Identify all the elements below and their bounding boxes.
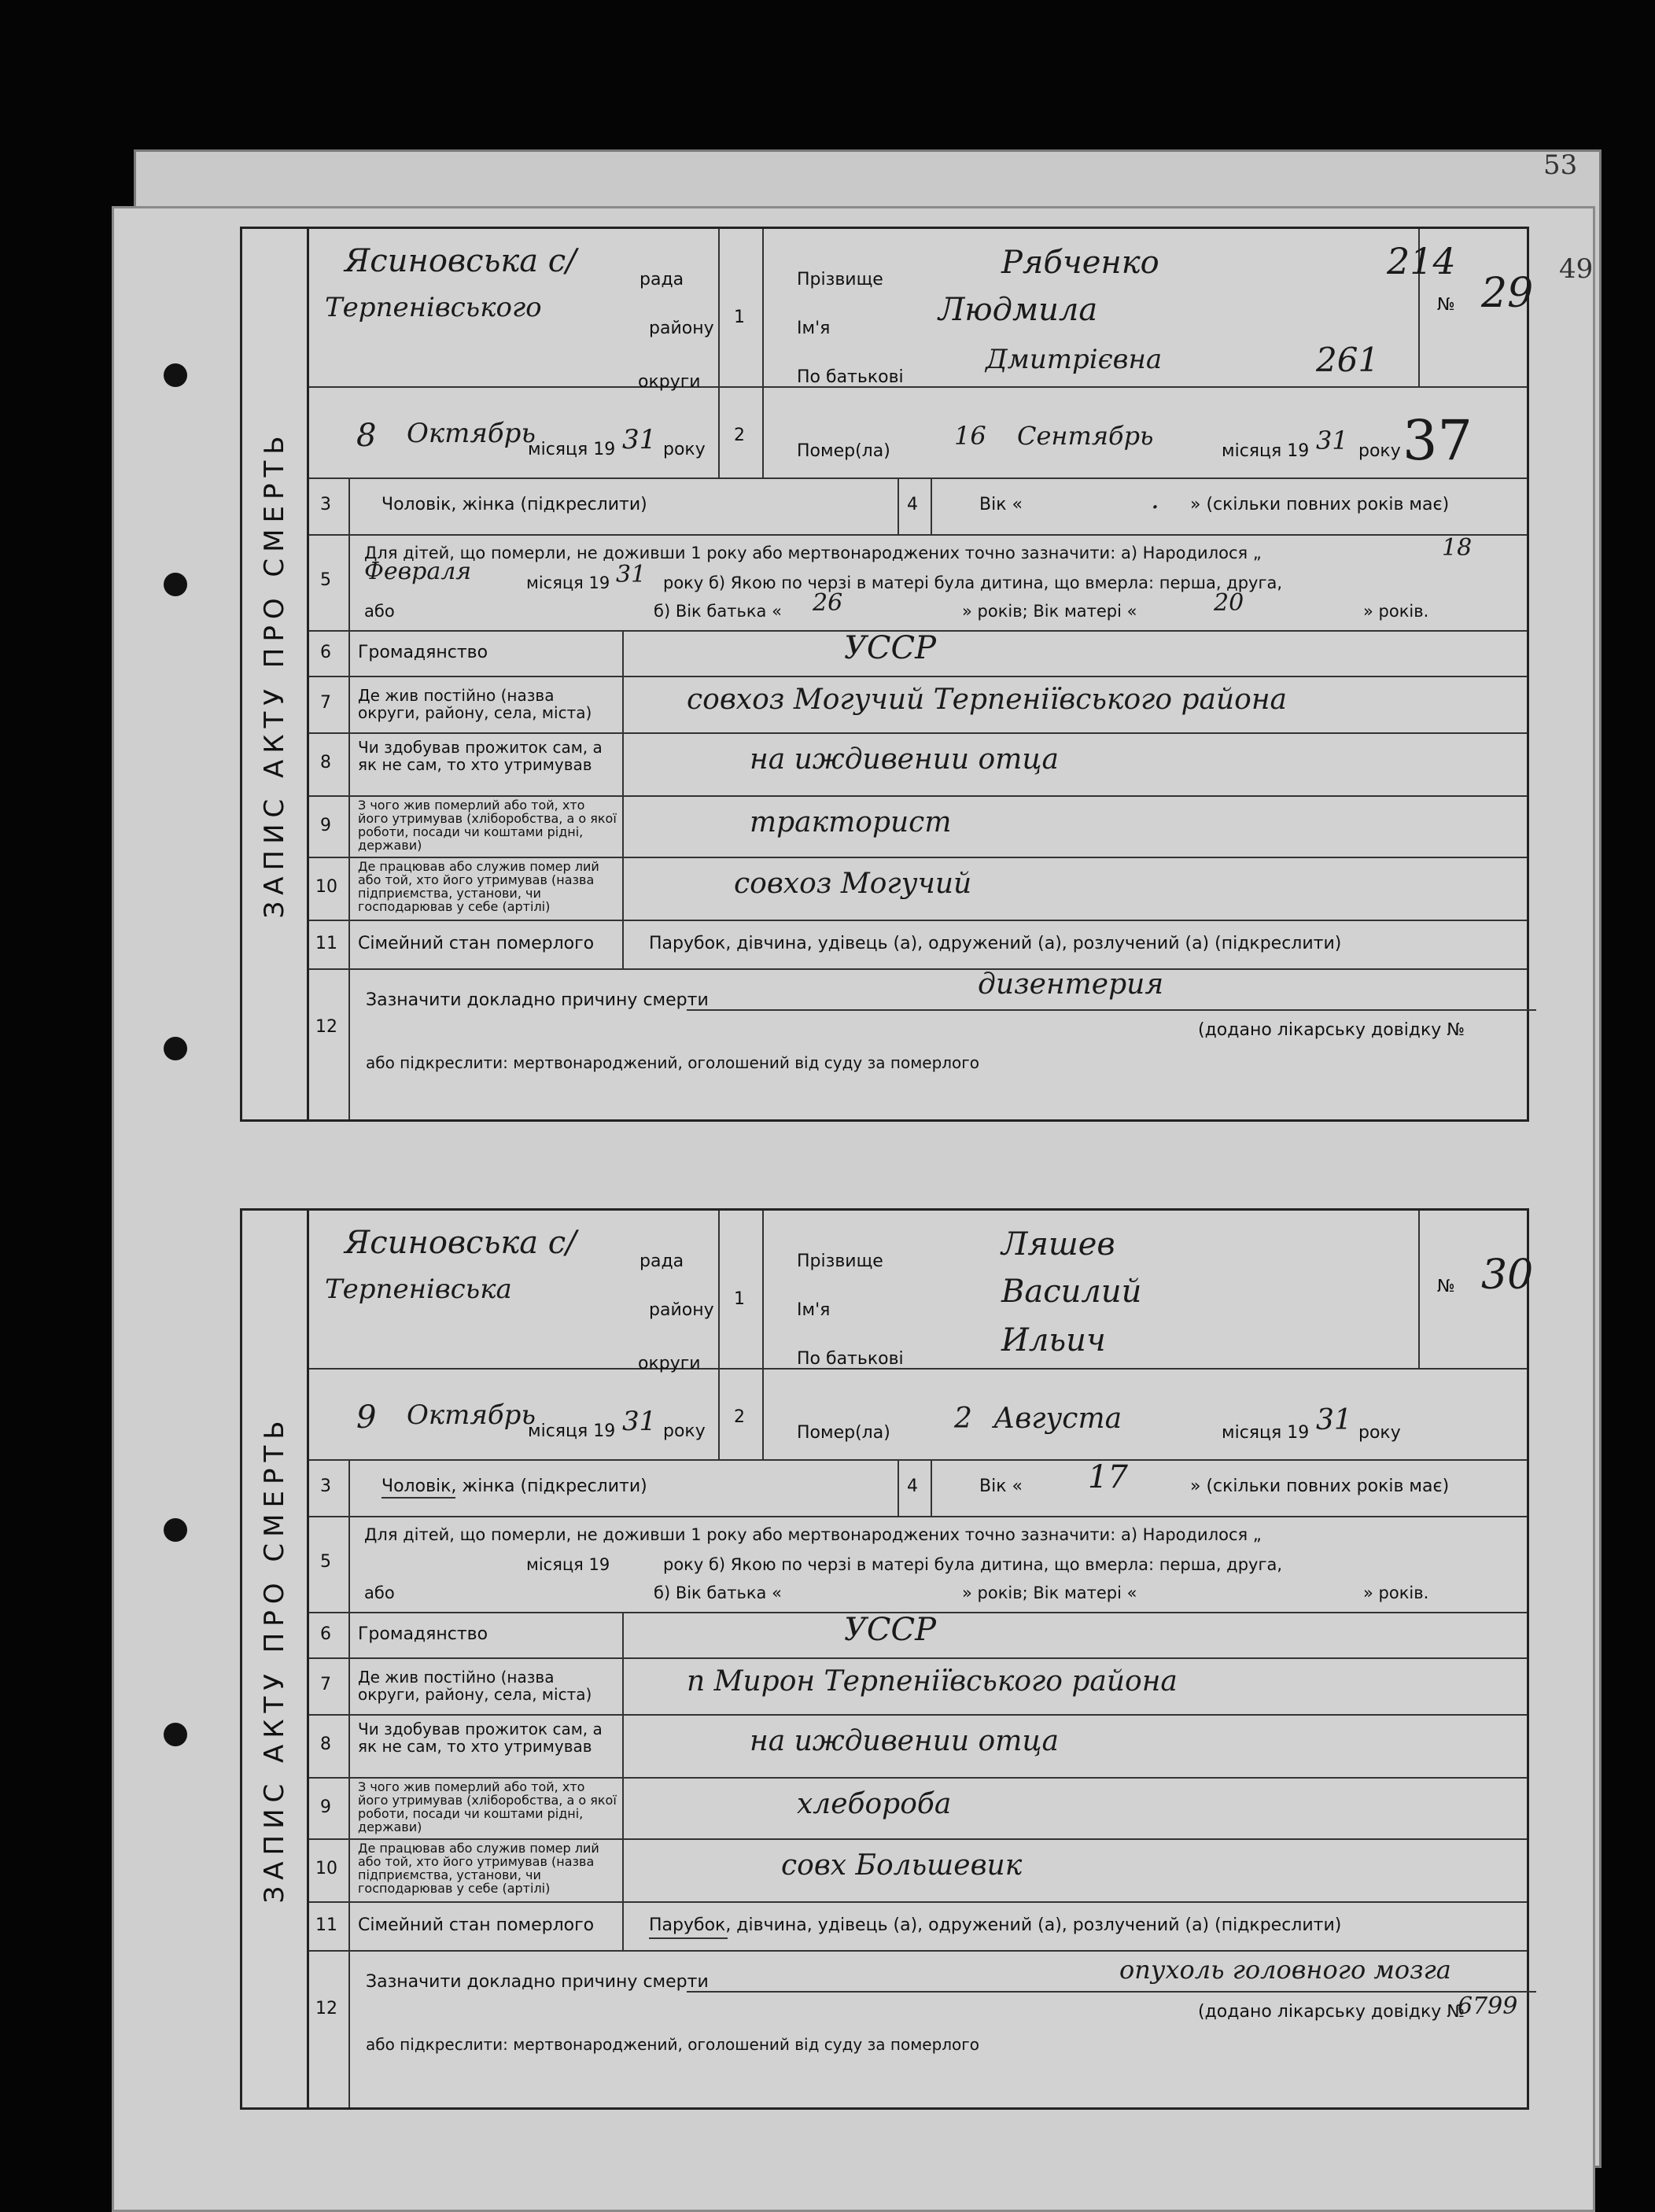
punch-hole bbox=[164, 363, 187, 387]
patronymic-value: Ильич bbox=[1001, 1322, 1106, 1359]
support-value: на иждивении отца bbox=[750, 1725, 1059, 1757]
citizenship-label: Громадянство bbox=[358, 1624, 488, 1644]
name-label: Ім'я bbox=[797, 319, 831, 338]
rada-label: рада bbox=[640, 1252, 684, 1271]
cert-label: (додано лікарську довідку № bbox=[1198, 2002, 1465, 2022]
work-value: совхоз Могучий bbox=[734, 868, 972, 900]
died-year-label: місяця 19 bbox=[1222, 1423, 1310, 1443]
patronymic-label: По батькові bbox=[797, 367, 904, 387]
struck-number-2: 261 bbox=[1316, 341, 1380, 379]
record-number: 30 bbox=[1481, 1252, 1534, 1299]
patronymic-label: По батькові bbox=[797, 1349, 904, 1369]
rada-value: Ясиновська с/ bbox=[345, 1225, 577, 1261]
age-label-right: » (скільки повних років має) bbox=[1190, 1477, 1450, 1496]
sex-label: Чоловік, жінка (підкреслити) bbox=[381, 1477, 647, 1496]
birth-day: 18 bbox=[1442, 534, 1473, 562]
surname-value: Рябченко bbox=[1001, 245, 1159, 281]
stillborn-label: або підкреслити: мертвонароджений, оголошений від суду за померлого bbox=[366, 2035, 980, 2054]
reg-month: Октябрь bbox=[407, 418, 536, 449]
rayon-label: району bbox=[649, 319, 714, 338]
death-record-1: ЗАПИС АКТУ ПРО СМЕРТЬ Ясиновська с/ рада Терпенівського району округи 8 Октябрь місяця 19 31 року 1 2 Прізвище Рябченко 214 Ім'я Людмила По батькові Дмитрієвна 261 № 29 Помер(ла) 16 Сентябрь місяця 19 31 року 37 3 Чоловік, жінка (підкреслити) 4 Вік « . » (скільки повних років має) 5 Для дітей, що померли, не доживши 1 року або мертвонароджених точно зазначити: а) Народилося „ 18 Февраля місяця 19 31 року б) Якою по черзі в матері була дитина, що вмерла: перша, друга, або б) Вік батька « 26 » років; Вік матері « 20 » років. 6 Громадянство УССР 7 Де жив постійно (назва округи, району, села, міста) совхоз Могучий Терпеніївського района 8 Чи здобував прожиток сам, а як не сам, то хто утримував на иждивении отца 9 З чого жив померлий або той, хто його утримував (хліборобства, а о якої роботи, посади чи коштами рідні, держави) тракторист 10 Де працював або служив помер лий або той, хто його утримував (назва підприємства, установи, чи господарював у себе (артілі) совхоз Могучий 11 Сімейний стан померлого Парубок, дівчина, удівець (а), одружений (а), розлучений (а) (підкреслити) 12 Зазначити докладно причину смерти дизентерия (додано лікарську довідку № або підкреслити: мертвонароджений, оголошений від суду за померлого bbox=[240, 227, 1529, 1122]
record-number-label: № bbox=[1437, 1277, 1455, 1296]
okruhy-label: округи bbox=[638, 372, 701, 392]
reg-year: 31 bbox=[622, 424, 657, 455]
name-value: Людмила bbox=[938, 292, 1098, 328]
residence-value: п Мирон Терпеніївського района bbox=[687, 1665, 1178, 1698]
surname-label: Прізвище bbox=[797, 1252, 883, 1271]
cause-label: Зазначити докладно причину смерти bbox=[366, 990, 709, 1010]
died-roku-label: року bbox=[1358, 441, 1401, 461]
child-line-2b: року б) Якою по черзі в матері була дитина, що вмерла: перша, друга, bbox=[663, 1555, 1283, 1574]
child-line-2a: місяця 19 bbox=[526, 573, 610, 592]
reg-year-label: місяця 19 bbox=[528, 440, 616, 459]
father-age: 26 bbox=[813, 589, 843, 617]
punch-hole bbox=[164, 573, 187, 596]
work-value: совх Большевик bbox=[781, 1849, 1023, 1882]
name-value: Василий bbox=[1001, 1274, 1142, 1310]
side-title: ЗАПИС АКТУ ПРО СМЕРТЬ bbox=[242, 1211, 309, 2107]
side-title: ЗАПИС АКТУ ПРО СМЕРТЬ bbox=[242, 229, 309, 1119]
rada-value: Ясиновська с/ bbox=[345, 243, 577, 279]
name-label: Ім'я bbox=[797, 1300, 831, 1320]
child-line-1: Для дітей, що померли, не доживши 1 року або мертвонароджених точно зазначити: а) Народилося „ bbox=[364, 544, 1262, 562]
record-number-label: № bbox=[1437, 295, 1455, 315]
work-label: Де працював або служив помер лий або той, хто його утримував (назва підприємства, установи, чи господарював у себе (артілі) bbox=[358, 1841, 599, 1896]
marital-label: Сімейний стан померлого bbox=[358, 1915, 595, 1935]
died-month: Сентябрь bbox=[1017, 421, 1154, 451]
livelihood-label: З чого жив померлий або той, хто його утримував (хліборобства, а о якої роботи, посади чи коштами рідні, держави) bbox=[358, 1779, 617, 1834]
patronymic-value: Дмитрієвна bbox=[986, 344, 1163, 375]
died-month: Августа bbox=[993, 1403, 1122, 1435]
cause-label: Зазначити докладно причину смерти bbox=[366, 1972, 709, 1992]
page-number-top: 53 bbox=[1543, 149, 1578, 181]
child-line-3a: або bbox=[364, 602, 395, 621]
struck-number: 214 bbox=[1387, 240, 1456, 282]
livelihood-label: З чого жив померлий або той, хто його утримував (хліборобства, а о якої роботи, посади чи коштами рідні, держави) bbox=[358, 798, 617, 853]
citizenship-value: УССР bbox=[844, 1612, 937, 1648]
died-day: 16 bbox=[954, 421, 986, 451]
died-label: Помер(ла) bbox=[797, 441, 890, 461]
child-line-3b: б) Вік батька « bbox=[654, 602, 782, 621]
record-number: 29 bbox=[1481, 270, 1534, 317]
stillborn-label: або підкреслити: мертвонароджений, оголошений від суду за померлого bbox=[366, 1053, 980, 1072]
support-label: Чи здобував прожиток сам, а як не сам, то хто утримував bbox=[358, 1720, 603, 1756]
rada-label: рада bbox=[640, 270, 684, 289]
child-line-3d: » років. bbox=[1363, 602, 1429, 621]
residence-label: Де жив постійно (назва округи, району, села, міста) bbox=[358, 1668, 592, 1704]
work-label: Де працював або служив помер лий або той, хто його утримував (назва підприємства, установи, чи господарював у себе (артілі) bbox=[358, 859, 599, 914]
reg-roku-label: року bbox=[663, 1421, 706, 1441]
child-line-3c: » років; Вік матері « bbox=[962, 1583, 1137, 1602]
punch-hole bbox=[164, 1518, 187, 1542]
child-line-2a: місяця 19 bbox=[526, 1555, 610, 1574]
reg-year: 31 bbox=[622, 1406, 657, 1437]
child-line-3c: » років; Вік матері « bbox=[962, 602, 1137, 621]
reg-day: 8 bbox=[356, 418, 377, 454]
punch-hole bbox=[164, 1037, 187, 1060]
cert-number: 6799 bbox=[1458, 1993, 1518, 2020]
livelihood-value: тракторист bbox=[750, 806, 952, 839]
age-label-left: Вік « bbox=[979, 495, 1023, 514]
marital-label: Сімейний стан померлого bbox=[358, 934, 595, 953]
page-number-side: 49 bbox=[1559, 253, 1594, 285]
mother-age: 20 bbox=[1214, 589, 1244, 617]
died-day: 2 bbox=[954, 1403, 972, 1435]
age-label-left: Вік « bbox=[979, 1477, 1023, 1496]
child-line-2b: року б) Якою по черзі в матері була дитина, що вмерла: перша, друга, bbox=[663, 573, 1283, 592]
residence-label: Де жив постійно (назва округи, району, села, міста) bbox=[358, 686, 592, 722]
reg-roku-label: року bbox=[663, 440, 706, 459]
okruhy-label: округи bbox=[638, 1354, 701, 1373]
citizenship-label: Громадянство bbox=[358, 643, 488, 662]
surname-value: Ляшев bbox=[1001, 1226, 1115, 1263]
child-line-3a: або bbox=[364, 1583, 395, 1602]
birth-year: 31 bbox=[616, 561, 647, 588]
support-value: на иждивении отца bbox=[750, 743, 1059, 776]
cert-label: (додано лікарську довідку № bbox=[1198, 1020, 1465, 1040]
age-label-right: » (скільки повних років має) bbox=[1190, 495, 1450, 514]
cause-value: дизентерия bbox=[978, 968, 1164, 1001]
reg-year-label: місяця 19 bbox=[528, 1421, 616, 1441]
marital-options: Парубок, дівчина, удівець (а), одружений (а), розлучений (а) (підкреслити) bbox=[649, 1915, 1342, 1935]
reg-month: Октябрь bbox=[407, 1399, 536, 1431]
support-label: Чи здобував прожиток сам, а як не сам, то хто утримував bbox=[358, 738, 603, 774]
child-line-3d: » років. bbox=[1363, 1583, 1429, 1602]
died-year-label: місяця 19 bbox=[1222, 441, 1310, 461]
died-label: Помер(ла) bbox=[797, 1423, 890, 1443]
punch-hole bbox=[164, 1723, 187, 1746]
child-line-3b: б) Вік батька « bbox=[654, 1583, 782, 1602]
surname-label: Прізвище bbox=[797, 270, 883, 289]
residence-value: совхоз Могучий Терпеніївського района bbox=[687, 684, 1287, 716]
died-year: 31 bbox=[1316, 426, 1348, 455]
rayon-value: Терпенівська bbox=[325, 1274, 512, 1305]
death-record-2: ЗАПИС АКТУ ПРО СМЕРТЬ Ясиновська с/ рада Терпенівська району округи 9 Октябрь місяця 19 31 року 1 2 Прізвище Ляшев Ім'я Василий По батькові Ильич № 30 Помер(ла) 2 Августа місяця 19 31 року 3 Чоловік, жінка (підкреслити) 4 Вік « 17 » (скільки повних років має) 5 Для дітей, що померли, не доживши 1 року або мертвонароджених точно зазначити: а) Народилося „ місяця 19 року б) Якою по черзі в матері була дитина, що вмерла: перша, друга, або б) Вік батька « » років; Вік матері « » років. 6 Громадянство УССР 7 Де жив постійно (назва округи, району, села, міста) п Мирон Терпеніївського района 8 Чи здобував прожиток сам, а як не сам, то хто утримував на иждивении отца 9 З чого жив померлий або той, хто його утримував (хліборобства, а о якої роботи, посади чи коштами рідні, держави) хлебороба 10 Де працював або служив помер лий або той, хто його утримував (назва підприємства, установи, чи господарював у себе (артілі) совх Большевик 11 Сімейний стан померлого Парубок, дівчина, удівець (а), одружений (а), розлучений (а) (підкреслити) 12 Зазначити докладно причину смерти опухоль головного мозга (додано лікарську довідку № 6799 або підкреслити: мертвонароджений, оголошений від суду за померлого bbox=[240, 1208, 1529, 2110]
margin-number: 37 bbox=[1403, 408, 1473, 473]
child-line-1: Для дітей, що померли, не доживши 1 року або мертвонароджених точно зазначити: а) Народилося „ bbox=[364, 1525, 1262, 1544]
marital-options: Парубок, дівчина, удівець (а), одружений (а), розлучений (а) (підкреслити) bbox=[649, 934, 1342, 953]
cause-value: опухоль головного мозга bbox=[1119, 1955, 1451, 1985]
age-value: . bbox=[1151, 484, 1159, 515]
livelihood-value: хлебороба bbox=[797, 1788, 952, 1820]
rayon-label: району bbox=[649, 1300, 714, 1320]
citizenship-value: УССР bbox=[844, 630, 937, 666]
died-roku-label: року bbox=[1358, 1423, 1401, 1443]
birth-month: Февраля bbox=[364, 558, 472, 585]
rayon-value: Терпенівського bbox=[325, 292, 542, 323]
reg-day: 9 bbox=[356, 1399, 377, 1436]
died-year: 31 bbox=[1316, 1404, 1352, 1436]
sex-label: Чоловік, жінка (підкреслити) bbox=[381, 495, 647, 514]
age-value: 17 bbox=[1088, 1459, 1128, 1495]
